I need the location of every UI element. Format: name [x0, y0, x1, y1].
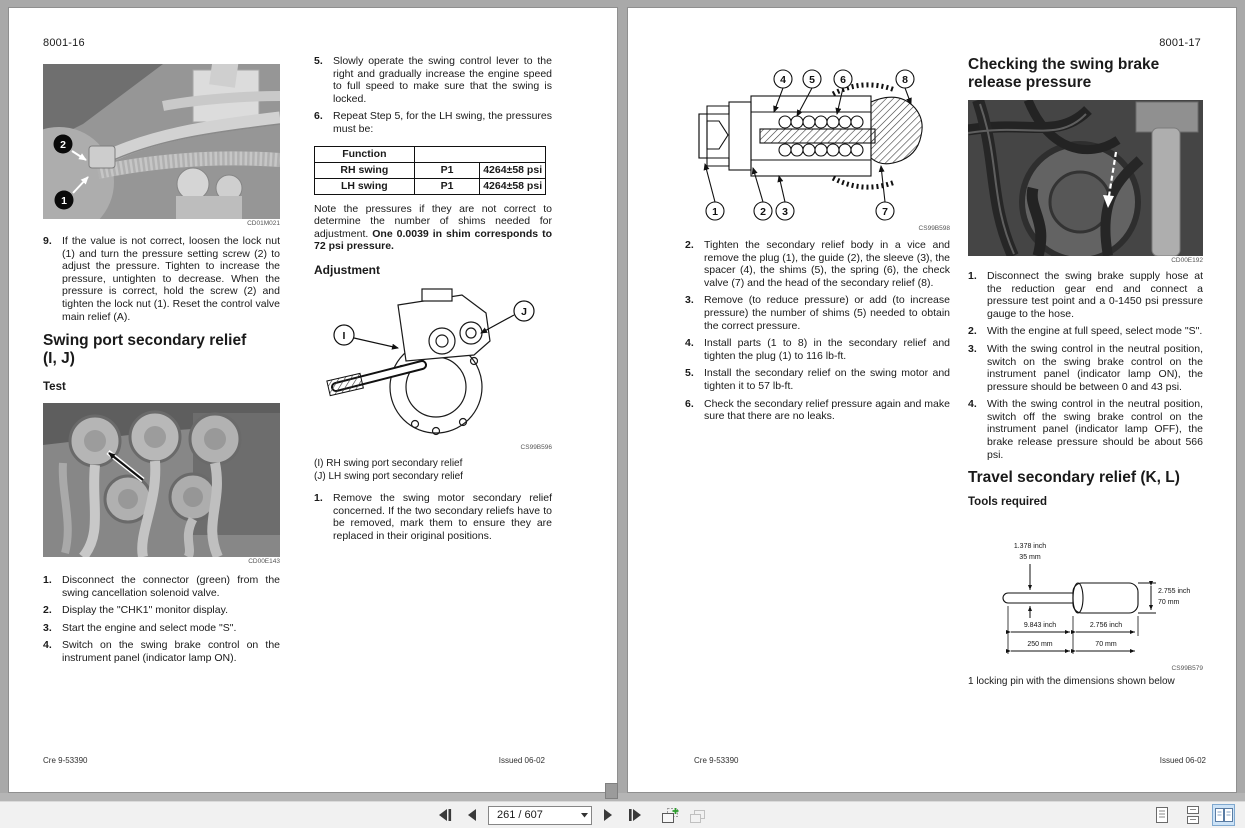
previous-page-button[interactable]: [461, 805, 483, 825]
page-number-combobox[interactable]: [488, 806, 592, 825]
step-text: Disconnect the connector (green) from the swing cancellation solenoid valve.: [62, 574, 280, 599]
page-layout-cluster: [1150, 804, 1235, 826]
pin-caption: 1 locking pin with the dimensions shown below: [968, 676, 1175, 688]
step-text: Remove the swing motor secondary relief concerned. If the two secondary reliefs have to be removed, mark them to ensure they are replaced in their original positions.: [333, 491, 552, 542]
step: [685, 367, 950, 392]
diagram-swing-motor: [314, 283, 552, 443]
tools-required-heading: Tools required: [968, 496, 1048, 509]
dim-top-inch: 1.378 inch: [1013, 543, 1047, 551]
step-number: 3.: [968, 342, 977, 355]
last-page-icon: [627, 808, 643, 822]
facing-pages-layout-icon: [1214, 806, 1234, 824]
step-text: With the swing control in the neutral position, switch on the swing brake control on the instrument panel (indicator lamp ON), the pressure should be between 0 and 43 psi.: [987, 342, 1203, 393]
diagram-secondary-relief-cross-section: [685, 66, 950, 224]
step-text: Repeat Step 5, for the LH swing, the pressures must be:: [333, 110, 552, 135]
photo-swing-brake-hose: [968, 100, 1203, 256]
duplicate-window-button[interactable]: [686, 805, 708, 825]
dim-len2-mm: 70 mm: [1095, 641, 1117, 649]
new-window-button[interactable]: [659, 805, 681, 825]
photo-solenoid-valve-block: [43, 403, 280, 557]
page-number: 8001-16: [43, 37, 85, 49]
right-page-column-1: [685, 66, 950, 428]
next-page-icon: [601, 808, 615, 822]
footer-right: Issued 06-02: [498, 756, 545, 765]
step-text: Remove (to reduce pressure) or add (to increase pressure) the number of shims (5) needed to obtain the correct pressure.: [704, 294, 950, 332]
callout-1-label: 1: [61, 195, 67, 207]
callout-5-label: 5: [809, 74, 815, 86]
adjustment-steps: [685, 239, 950, 423]
step: [314, 110, 552, 135]
horizontal-scrollbar[interactable]: [0, 793, 1245, 801]
continuous-layout-icon: [1184, 806, 1202, 824]
step-number: 6.: [685, 397, 694, 410]
step-number: 3.: [43, 621, 52, 634]
callout-2-label: 2: [60, 139, 66, 151]
page-number: 8001-17: [1159, 37, 1201, 49]
section-heading-line2: (I, J): [43, 350, 75, 368]
step-number: 3.: [685, 294, 694, 307]
step-text: Disconnect the swing brake supply hose at the reduction gear end and connect a pressure test point and a 0-1450 psi pressure gauge to the hose.: [987, 269, 1203, 320]
cell-function: RH swing: [315, 162, 415, 178]
cell-port: P1: [414, 162, 480, 178]
step-number: 1.: [968, 269, 977, 282]
callout-J-label: J: [521, 305, 527, 318]
dim-len1-inch: 9.843 inch: [1023, 622, 1057, 630]
step: [685, 239, 950, 289]
callout-3-label: 3: [782, 206, 788, 218]
step: [968, 343, 1203, 393]
diagram-locking-pin-dimensions: [968, 536, 1203, 664]
table-header-empty: [414, 146, 545, 162]
right-page-column-2: [968, 56, 1203, 688]
step: [968, 270, 1203, 320]
manual-page-left: [8, 7, 618, 793]
step-number: 1.: [43, 574, 52, 587]
dim-right-mm: 70 mm: [1158, 599, 1180, 607]
step-number: 4.: [685, 337, 694, 350]
footer-right: Issued 06-02: [1159, 756, 1206, 765]
travel-relief-heading: Travel secondary relief (K, L): [968, 469, 1180, 487]
step: [685, 337, 950, 362]
step: [43, 235, 280, 323]
step: [968, 325, 1203, 338]
step-number: 9.: [43, 235, 52, 247]
callout-8-label: 8: [902, 74, 908, 86]
table-header-function: Function: [315, 146, 415, 162]
shim-note: [314, 203, 552, 253]
step-number: 5.: [685, 367, 694, 380]
step-text: Display the "CHK1" monitor display.: [62, 604, 228, 617]
callout-I-label: I: [342, 329, 346, 342]
dim-len2-inch: 2.756 inch: [1089, 622, 1123, 630]
dim-len1-mm: 250 mm: [1027, 641, 1053, 649]
checking-steps: [968, 270, 1203, 461]
cell-function: LH swing: [315, 178, 415, 194]
step-number: 1.: [314, 491, 323, 504]
step-text: With the swing control in the neutral position, switch off the swing brake control on the instrument panel (indicator lamp OFF), the brake release pressure should be about 566 psi.: [987, 398, 1203, 461]
step-number: 2.: [968, 325, 977, 338]
step-number: 5.: [314, 55, 323, 67]
checking-heading: Checking the swing brake release pressure: [968, 56, 1160, 91]
footer-left: Cre 9-53390: [694, 756, 739, 765]
callout-6-label: 6: [840, 74, 846, 86]
photo-lock-nut-adjust-screw: [43, 64, 280, 219]
step: [685, 294, 950, 332]
next-page-button[interactable]: [597, 805, 619, 825]
footer-left: Cre 9-53390: [43, 756, 88, 765]
test-steps: [43, 574, 280, 665]
dropdown-arrow-icon: [580, 812, 589, 818]
adjustment-heading: Adjustment: [314, 262, 380, 277]
previous-page-icon: [465, 808, 479, 822]
test-heading: Test: [43, 381, 66, 394]
step: [43, 604, 280, 617]
image-code: CD01M021: [247, 220, 280, 227]
cell-pressure: 4264±58 psi: [480, 162, 546, 178]
diagram-caption-J: (J) LH swing port secondary relief: [314, 470, 463, 482]
single-page-layout-button[interactable]: [1150, 804, 1173, 826]
left-page-column-1: [43, 64, 280, 670]
step-text: Start the engine and select mode "S".: [62, 621, 237, 634]
left-page-column-2: [314, 55, 552, 547]
new-window-icon: [661, 807, 680, 824]
image-code: CD00E143: [248, 558, 280, 566]
step-number: 6.: [314, 110, 323, 123]
step: [314, 492, 552, 542]
callout-7-label: 7: [882, 206, 888, 218]
step-text: Check the secondary relief pressure again and make sure that there are no leaks.: [704, 397, 950, 423]
step-text: Install the secondary relief on the swing motor and tighten it to 57 lb-ft.: [704, 367, 950, 392]
step-text: Slowly operate the swing control lever to the right and gradually increase the engine speed to full speed to make sure that the swing is locked.: [333, 55, 552, 105]
page-indicator[interactable]: 261 / 607: [497, 809, 543, 821]
combo-dropdown-icon[interactable]: [577, 807, 591, 824]
duplicate-window-icon: [688, 807, 707, 824]
pressure-spec-table: [314, 146, 546, 195]
callout-1-label: 1: [712, 206, 718, 218]
step: [43, 639, 280, 664]
image-code: CS99B596: [520, 443, 552, 451]
page-navigation-cluster: [434, 805, 708, 825]
cell-pressure: 4264±58 psi: [480, 178, 546, 194]
callout-4-label: 4: [780, 74, 786, 86]
step-number: 2.: [43, 604, 52, 617]
manual-page-right: [627, 7, 1237, 793]
horizontal-scrollbar-thumb[interactable]: [605, 783, 618, 799]
table-row: [315, 162, 546, 178]
step-text: If the value is not correct, loosen the lock nut (1) and turn the pressure setting screw (2) to adjust the pressure. Tighten to increase the pressure, untighten to decrease. When the pressure is correct, hold the screw (2) and tighten the lock nut (1). Reset the control valve main relief (A).: [62, 235, 280, 323]
note-text: Note the pressures if they are not correct to determine the number of shims needed for adjustment.: [314, 202, 552, 240]
step: [968, 398, 1203, 461]
last-page-button[interactable]: [624, 805, 646, 825]
step-text: With the engine at full speed, select mode "S".: [987, 325, 1203, 338]
step-text: Install parts (1 to 8) in the secondary relief and tighten the plug (1) to 116 lb-ft.: [704, 337, 950, 362]
table-row: [315, 178, 546, 194]
continuous-layout-button[interactable]: [1181, 804, 1204, 826]
first-page-button[interactable]: [434, 805, 456, 825]
step: [685, 398, 950, 423]
step-number: 4.: [968, 398, 977, 411]
image-code: CS99B579: [1171, 665, 1203, 673]
diagram-caption-I: (I) RH swing port secondary relief: [314, 457, 463, 469]
step-number: 4.: [43, 639, 52, 652]
image-code: CS99B598: [918, 225, 950, 232]
step: [314, 55, 552, 105]
bottom-toolbar: [0, 801, 1245, 828]
step-text: Tighten the secondary relief body in a vice and remove the plug (1), the guide (2), the sleeve (3), the spacer (4), the shims (5), the spring (6), the check valve (7) and the head of the secondary relief (8).: [704, 239, 950, 289]
step-text: Switch on the swing brake control on the instrument panel (indicator lamp ON).: [62, 639, 280, 665]
section-heading: Swing port secondary relief: [43, 332, 247, 350]
first-page-icon: [437, 808, 453, 822]
image-code: CD00E192: [1171, 256, 1203, 264]
facing-pages-layout-button[interactable]: [1212, 804, 1235, 826]
note-bold-text: One 0.0039 in shim corresponds to 72 psi pressure.: [314, 227, 552, 253]
dim-top-mm: 35 mm: [1019, 554, 1041, 562]
step: [43, 574, 280, 599]
single-page-layout-icon: [1153, 806, 1171, 824]
dim-right-inch: 2.755 inch: [1158, 588, 1191, 596]
cell-port: P1: [414, 178, 480, 194]
callout-2-label: 2: [760, 206, 766, 218]
step-number: 2.: [685, 239, 694, 251]
step: [43, 622, 280, 635]
